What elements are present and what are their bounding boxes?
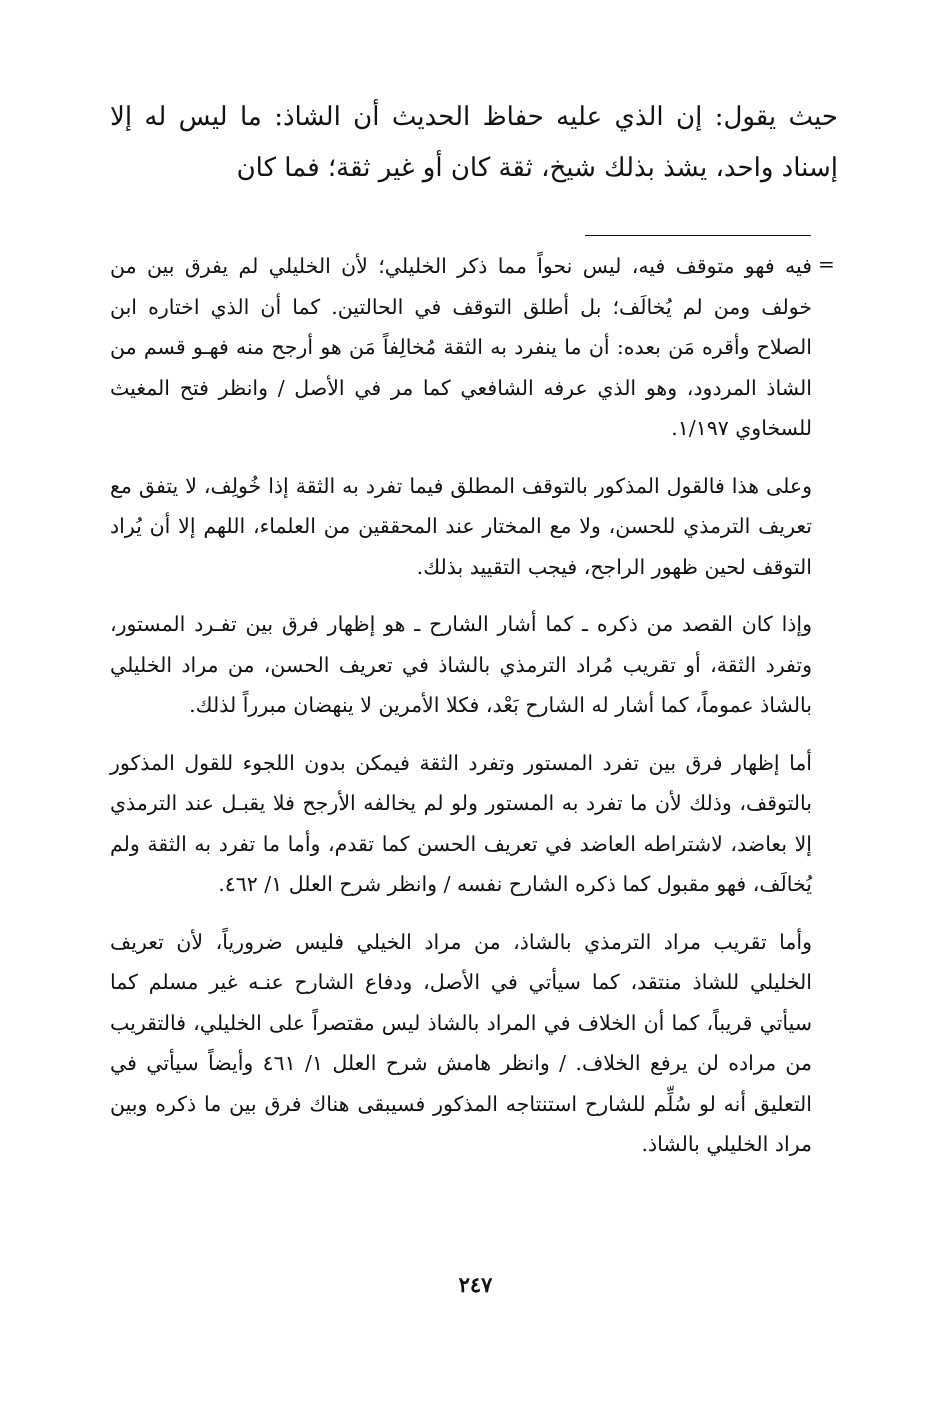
footnotes-section (110, 246, 812, 1182)
main-text-paragraph: حيث يقول: إن الذي عليه حفاظ الحديث أن الشاذ: ما ليس له إلا إسناد واحد، يشذ بذلك شيخ، ثقة كان أو غير ثقة؛ فما كان (110, 102, 838, 183)
footnote-paragraph: أما إظهار فرق بين تفرد المستور وتفرد الثقة فيمكن بدون اللجوء للقول المذكور بالتوقف، وذلك لأن ما تفرد به المستور ولو لم يخالفه الأرجح فلا يقبـل عند الترمذي إلا بعاضد، لاشتراطه العاضد في تعريف الحسن كما تقدم، وأما ما تفرد به الثقة ولم يُخالَف، فهو مقبول كما ذكره الشارح نفسه / وانظر شرح العلل ١/ ٤٦٢. (110, 750, 812, 896)
footnote-separator (585, 235, 811, 236)
page-number: ٢٤٧ (458, 1272, 493, 1297)
footnote-paragraph: وعلى هذا فالقول المذكور بالتوقف المطلق فيما تفرد به الثقة إذا خُولِف، لا يتفق مع تعريف الترمذي للحسن، ولا مع المختار عند المحققين من العلماء، اللهم إلا أن يُراد التوقف لحين ظهور الراجح، فيجب التقييد بذلك. (110, 473, 812, 579)
footnote-continuation-mark: = (818, 252, 835, 276)
footnote-paragraph: فيه فهو متوقف فيه، ليس نحواً مما ذكر الخليلي؛ لأن الخليلي لم يفرق بين من خولف ومن لم يُخالَف؛ بل أطلق التوقف في الحالتين. كما أن الذي اختاره ابن الصلاح وأقره مَن بعده: أن ما ينفرد به الثقة مُخالِفاً مَن هو أرجح منه فهـو قسم من الشاذ المردود، وهو الذي عرفه الشافعي كما مر في الأصل / وانظر فتح المغيث للسخاوي ١/١٩٧. (110, 254, 812, 440)
footnote-paragraph: وأما تقريب مراد الترمذي بالشاذ، من مراد الخيلي فليس ضرورياً، لأن تعريف الخليلي للشاذ منتقد، كما سيأتي في الأصل، ودفاع الشارح عنـه غير مسلم كما سيأتي قريباً، كما أن الخلاف في المراد بالشاذ ليس مقتصراً على الخليلي، فالتقريب من مراده لن يرفع الخلاف. / وانظر هامش شرح العلل ١/ ٤٦١ وأيضاً سيأتي في التعليق أنه لو سُلِّم للشارح استنتاجه المذكور فسيبقى هناك فرق بين ما ذكره وبين مراد الخليلي بالشاذ. (110, 929, 812, 1156)
footnote-paragraph: وإذا كان القصد من ذكره ـ كما أشار الشارح ـ هو إظهار فرق بين تفـرد المستور، وتفرد الثقة، أو تقريب مُراد الترمذي بالشاذ في تعريف الحسن، من مراد الخليلي بالشاذ عموماً، كما أشار له الشارح بَعْد، فكلا الأمرين لا ينهضان مبرراً لذلك. (110, 612, 812, 717)
